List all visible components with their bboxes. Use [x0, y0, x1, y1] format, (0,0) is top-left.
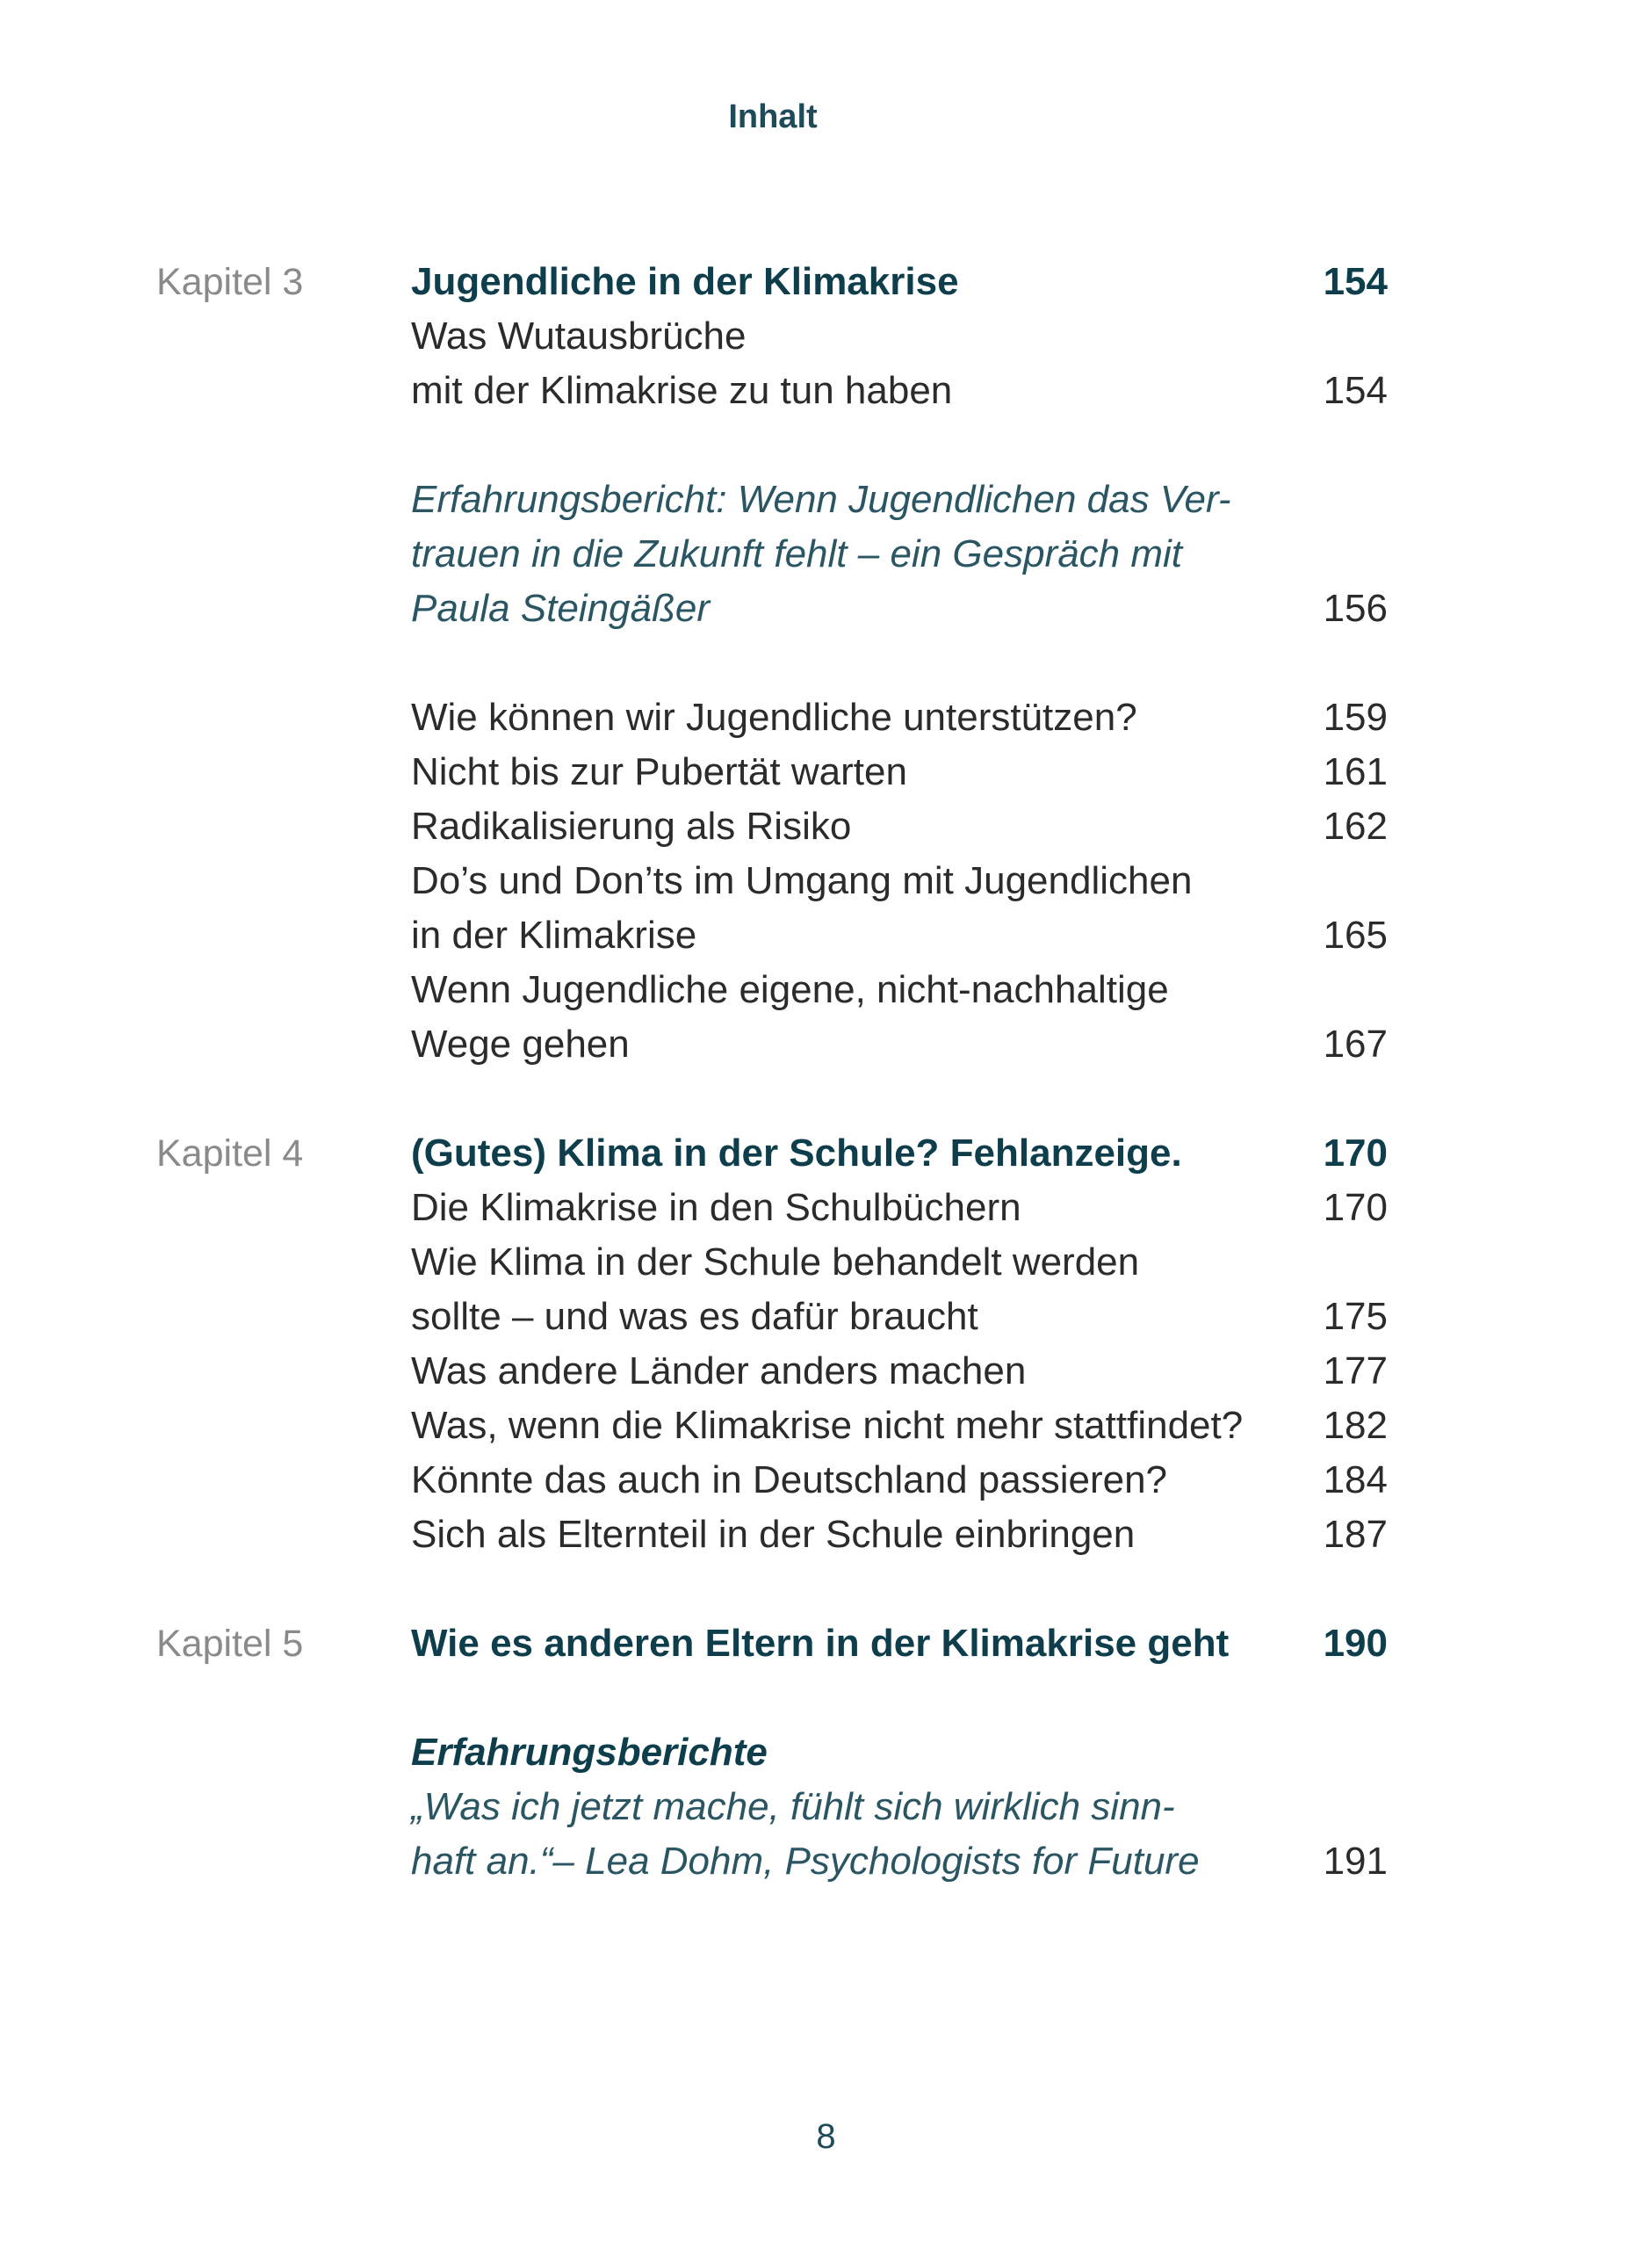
toc-row: [0, 255, 1652, 309]
toc-row: [0, 691, 1652, 745]
toc-title: Wege gehen: [411, 1023, 630, 1066]
toc-row: [0, 1181, 1652, 1235]
toc-title: trauen in die Zukunft fehlt – ein Gespräch mit: [411, 532, 1183, 575]
toc-page-number: 167: [1323, 1023, 1388, 1066]
toc-row: [0, 1126, 1652, 1181]
toc-title: „Was ich jetzt mache, fühlt sich wirklich sinn-: [411, 1785, 1175, 1828]
chapter-label: Kapitel 5: [156, 1623, 304, 1665]
toc-row: [0, 1780, 1652, 1834]
toc-title: in der Klimakrise: [411, 914, 697, 957]
toc-title: Wie Klima in der Schule behandelt werden: [411, 1240, 1140, 1284]
toc-row: [0, 582, 1652, 636]
toc-title: Jugendliche in der Klimakrise: [411, 260, 959, 303]
toc-row: [0, 1399, 1652, 1453]
toc-page-number: 190: [1323, 1622, 1388, 1665]
toc-title: Wie können wir Jugendliche unterstützen?: [411, 696, 1137, 739]
toc-row: [0, 1290, 1652, 1344]
toc-title: Wenn Jugendliche eigene, nicht-nachhaltige: [411, 968, 1169, 1011]
toc-row: [0, 963, 1652, 1017]
toc-title: Sich als Elternteil in der Schule einbringen: [411, 1513, 1136, 1556]
toc-row: [0, 908, 1652, 963]
toc-row: [0, 473, 1652, 527]
toc-page-number: 177: [1323, 1349, 1388, 1392]
toc-row: [0, 1508, 1652, 1562]
toc-row: [0, 854, 1652, 908]
toc-title: Erfahrungsberichte: [411, 1731, 768, 1774]
page-number: 8: [816, 2117, 836, 2156]
toc-row: [0, 799, 1652, 854]
toc-title: sollte – und was es dafür braucht: [411, 1295, 978, 1338]
chapter-label: Kapitel 4: [156, 1132, 304, 1175]
running-header: Inhalt: [728, 98, 818, 135]
toc-row: [0, 745, 1652, 799]
toc-page-number: 191: [1323, 1840, 1388, 1883]
toc-page-number: 165: [1323, 914, 1388, 957]
chapter-label: Kapitel 3: [156, 261, 304, 303]
toc-page-number: 156: [1323, 587, 1388, 630]
toc-row: [0, 364, 1652, 418]
toc-page-number: 182: [1323, 1404, 1388, 1447]
toc-row: [0, 1616, 1652, 1671]
toc-row: [0, 309, 1652, 364]
toc-title: (Gutes) Klima in der Schule? Fehlanzeige.: [411, 1132, 1182, 1175]
toc-title: Könnte das auch in Deutschland passieren?: [411, 1458, 1168, 1501]
toc-title: haft an.“– Lea Dohm, Psychologists for Future: [411, 1840, 1200, 1883]
toc-page-number: 170: [1323, 1132, 1388, 1175]
toc-title: Wie es anderen Eltern in der Klimakrise geht: [411, 1622, 1230, 1665]
toc-row: [0, 1453, 1652, 1508]
toc-title: Was andere Länder anders machen: [411, 1349, 1027, 1392]
toc-page-number: 159: [1323, 696, 1388, 739]
toc-row: [0, 1344, 1652, 1399]
toc-page-number: 187: [1323, 1513, 1388, 1556]
toc-page-number: 184: [1323, 1458, 1388, 1501]
toc-page-number: 170: [1323, 1186, 1388, 1229]
toc-row: [0, 1235, 1652, 1290]
toc-row: [0, 527, 1652, 582]
toc-page-number: 154: [1323, 369, 1388, 412]
toc-title: mit der Klimakrise zu tun haben: [411, 369, 953, 412]
toc-title: Was, wenn die Klimakrise nicht mehr stattfindet?: [411, 1404, 1244, 1447]
toc-row: [0, 1017, 1652, 1072]
toc-title: Was Wutausbrüche: [411, 315, 747, 358]
toc-row: [0, 1834, 1652, 1889]
toc-title: Paula Steingäßer: [411, 587, 710, 630]
toc-title: Do’s und Don’ts im Umgang mit Jugendlichen: [411, 859, 1193, 902]
toc-title: Erfahrungsbericht: Wenn Jugendlichen das Ver-: [411, 478, 1231, 521]
toc-page-number: 154: [1323, 260, 1388, 303]
toc-page-number: 161: [1323, 750, 1388, 793]
toc-page-number: 175: [1323, 1295, 1388, 1338]
toc-title: Nicht bis zur Pubertät warten: [411, 750, 907, 793]
toc-title: Radikalisierung als Risiko: [411, 805, 852, 848]
toc-page-number: 162: [1323, 805, 1388, 848]
toc-title: Die Klimakrise in den Schulbüchern: [411, 1186, 1021, 1229]
toc-row: [0, 1725, 1652, 1780]
